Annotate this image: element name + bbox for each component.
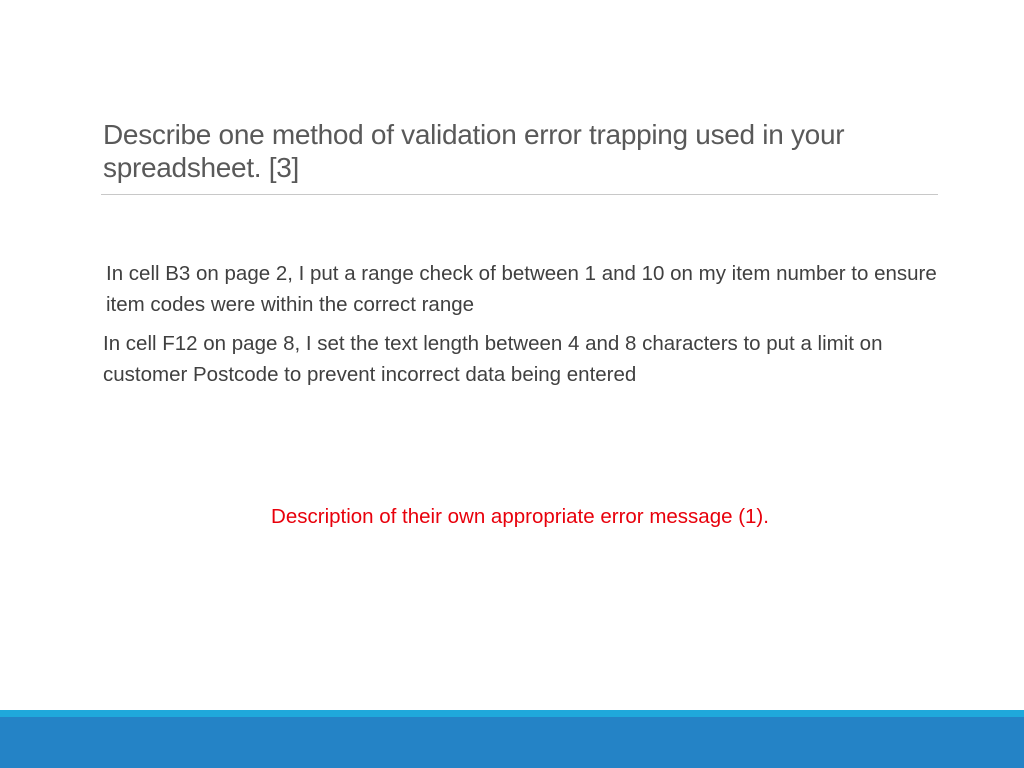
- marking-note: Description of their own appropriate error message (1).: [271, 505, 769, 528]
- slide-body: [103, 258, 943, 398]
- title-divider: [101, 194, 938, 195]
- answer-paragraph-2: In cell F12 on page 8, I set the text length between 4 and 8 characters to put a limit on customer Postcode to prevent incorrect data being entered: [103, 332, 883, 386]
- footer-accent-bar: [0, 710, 1024, 717]
- footer-bar: [0, 717, 1024, 768]
- slide-title: Describe one method of validation error trapping used in your spreadsheet. [3]: [103, 119, 845, 183]
- answer-paragraph-1: In cell B3 on page 2, I put a range check of between 1 and 10 on my item number to ensure item codes were within the correct range: [106, 262, 937, 316]
